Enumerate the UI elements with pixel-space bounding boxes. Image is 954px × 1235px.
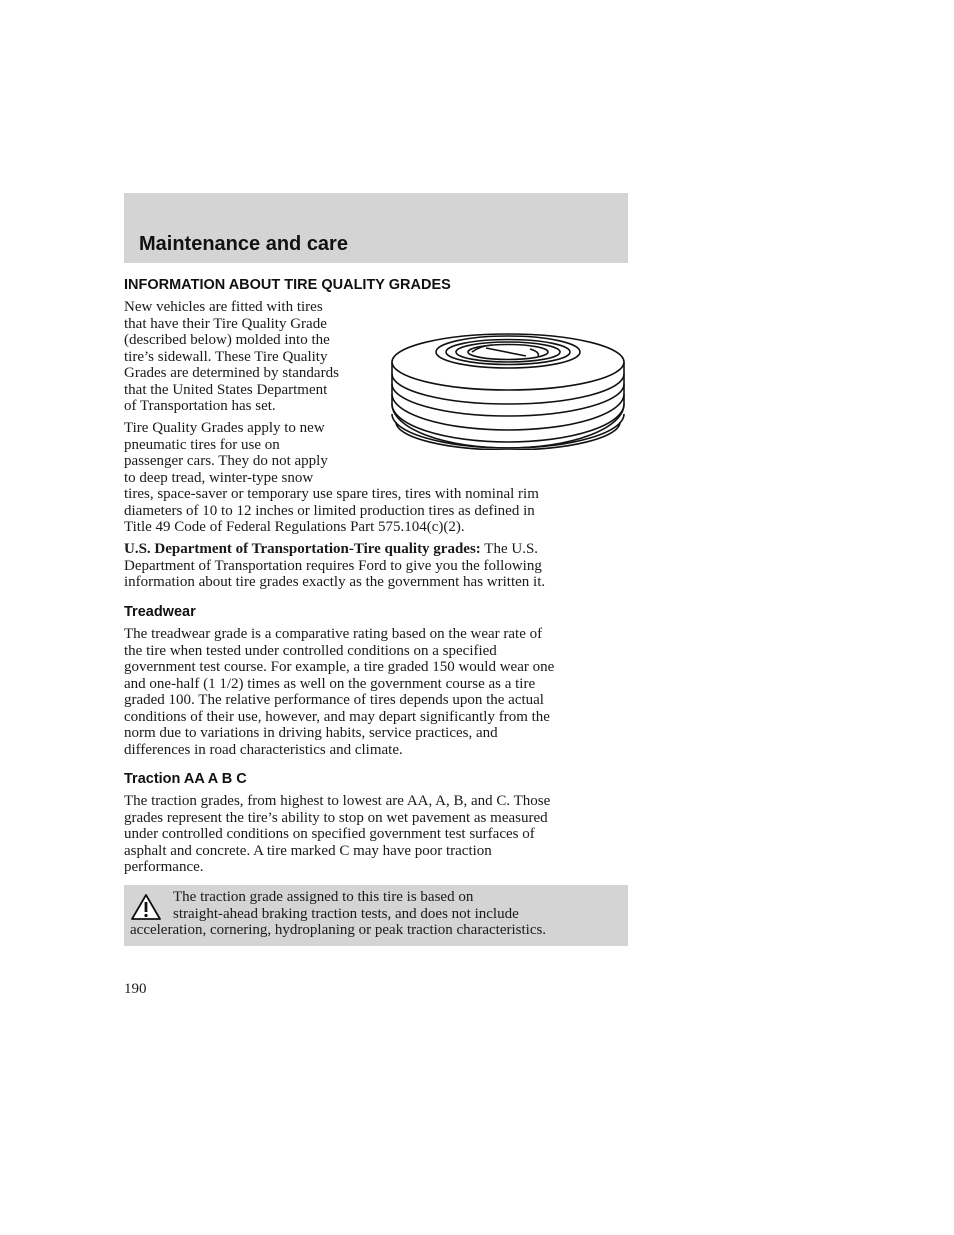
- text-line: differences in road characteristics and climate.: [124, 741, 403, 758]
- text-line: The treadwear grade is a comparative rating based on the wear rate of: [124, 626, 543, 642]
- text-line: tire’s sidewall. These Tire Quality: [124, 348, 328, 365]
- text-line: under controlled conditions on specified government test surfaces of: [124, 826, 535, 842]
- text-line: conditions of their use, however, and may depart significantly from the: [124, 708, 550, 725]
- warning-text: [130, 889, 546, 939]
- text-line: that have their Tire Quality Grade: [124, 315, 327, 332]
- page-title: Maintenance and care: [139, 233, 348, 255]
- dot-bold-lead: U.S. Department of Transportation-Tire quality grades:: [124, 541, 481, 557]
- warning-callout: [124, 885, 628, 946]
- text-line: Title 49 Code of Federal Regulations Part 575.104(c)(2).: [124, 519, 465, 535]
- text-line: grades represent the tire’s ability to stop on wet pavement as measured: [124, 809, 548, 826]
- text-line: pneumatic tires for use on: [124, 436, 280, 453]
- text-line: The traction grade assigned to this tire is based on: [173, 889, 474, 905]
- text-line: [124, 541, 545, 558]
- text-line: (described below) molded into the: [124, 332, 330, 348]
- treadwear-heading: Treadwear: [124, 604, 196, 620]
- text-line: asphalt and concrete. A tire marked C may have poor traction: [124, 842, 492, 859]
- traction-paragraph: [124, 793, 550, 876]
- section-header-band: [124, 193, 628, 263]
- text-line: that the United States Department: [124, 381, 328, 398]
- page-number: 190: [124, 981, 147, 997]
- text-line: government test course. For example, a tire graded 150 would wear one: [124, 659, 555, 675]
- dot-lead-rest: The U.S.: [480, 541, 539, 557]
- treadwear-paragraph: [124, 626, 554, 758]
- intro-paragraph: [124, 299, 339, 415]
- text-line: tires, space-saver or temporary use spare tires, tires with nominal rim: [124, 486, 539, 502]
- traction-heading: Traction AA A B C: [124, 771, 247, 787]
- text-line: acceleration, cornering, hydroplaning or peak traction characteristics.: [130, 922, 547, 938]
- text-line: performance.: [124, 859, 204, 875]
- text-line: to deep tread, winter-type snow: [124, 469, 314, 486]
- applicability-paragraph: [124, 420, 539, 536]
- text-line: Tire Quality Grades apply to new: [124, 420, 325, 436]
- text-line: of Transportation has set.: [124, 398, 276, 414]
- dot-paragraph: [124, 541, 545, 591]
- text-line: The traction grades, from highest to lowest are AA, A, B, and C. Those: [124, 793, 551, 809]
- text-line: information about tire grades exactly as the government has written it.: [124, 574, 546, 590]
- text-line: straight-ahead braking traction tests, and does not include: [173, 905, 519, 922]
- text-line: graded 100. The relative performance of tires depends upon the actual: [124, 692, 544, 708]
- text-line: diameters of 10 to 12 inches or limited production tires as defined in: [124, 502, 535, 519]
- text-line: Grades are determined by standards: [124, 365, 339, 381]
- text-line: Department of Transportation requires Ford to give you the following: [124, 557, 542, 574]
- text-line: passenger cars. They do not apply: [124, 453, 328, 469]
- text-line: the tire when tested under controlled conditions on a specified: [124, 642, 497, 659]
- section-heading: INFORMATION ABOUT TIRE QUALITY GRADES: [124, 277, 451, 293]
- text-line: New vehicles are fitted with tires: [124, 299, 323, 315]
- text-line: norm due to variations in driving habits, service practices, and: [124, 725, 498, 741]
- text-line: and one-half (1 1/2) times as well on the government course as a tire: [124, 675, 536, 692]
